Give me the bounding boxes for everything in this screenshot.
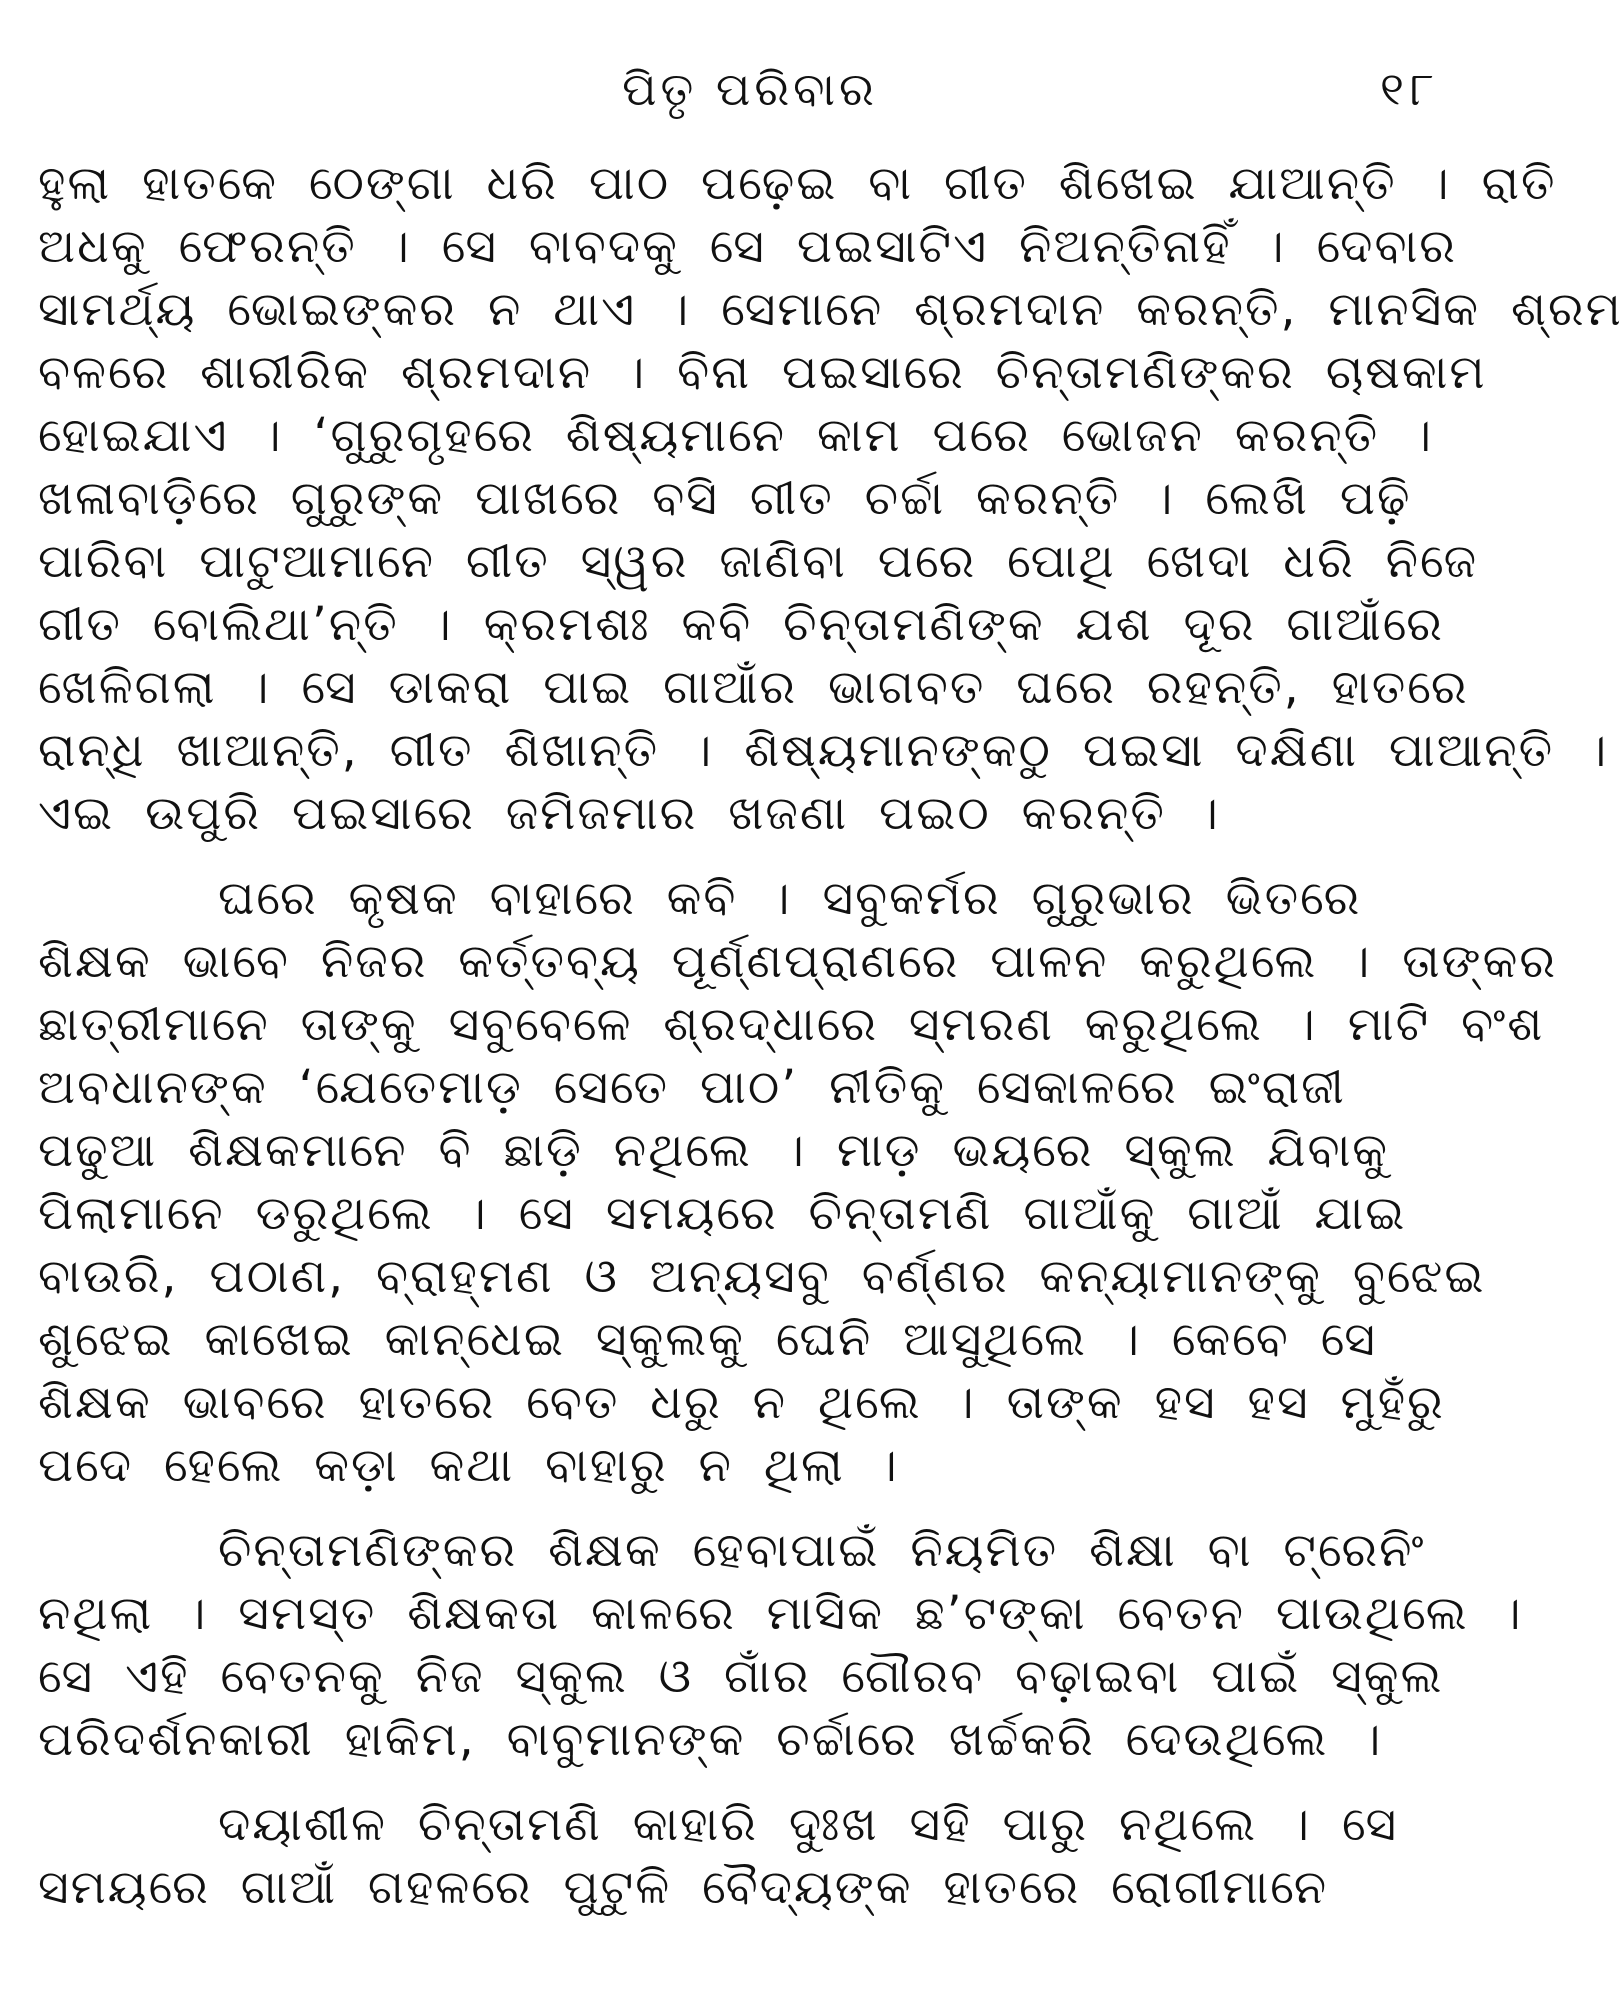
text-line: ବାଉରି, ପଠାଣ, ବ୍ରାହ୍ମଣ ଓ ଅନ୍ୟସବୁ ବର୍ଣ୍ଣର କନ୍ୟାମାନଙ୍କୁ ବୁଝେଇ bbox=[38, 1249, 1486, 1304]
text-line: ହୋଇଯାଏ । ‘ଗୁରୁଗୃହରେ ଶିଷ୍ୟମାନେ କାମ ପରେ ଭୋଜନ କରନ୍ତି । bbox=[38, 408, 1434, 463]
text-line: ଦୟାଶୀଳ ଚିନ୍ତାମଣି କାହାରି ଦୁଃଖ ସହି ପାରୁ ନଥିଲେ । ସେ bbox=[218, 1797, 1399, 1852]
text-line: ଚିନ୍ତାମଣିଙ୍କର ଶିକ୍ଷକ ହେବାପାଇଁ ନିୟମିତ ଶିକ୍ଷା ବା ଟ୍ରେନିଂ bbox=[218, 1523, 1426, 1578]
paragraph-gap bbox=[38, 1497, 1458, 1519]
text-line: ଶୁଝେଇ କାଖେଇ କାନ୍ଧେଇ ସ୍କୁଲକୁ ଘେନି ଆସୁଥିଲେ । କେବେ ସେ bbox=[38, 1312, 1377, 1367]
text-line: ହୁଲା ହାତକେ ଠେଙ୍ଗା ଧରି ପାଠ ପଢ଼େଇ ବା ଗୀତ ଶିଖେଇ ଯାଆନ୍ତି । ରାତି bbox=[38, 156, 1557, 211]
running-title: ପିତୃ ପରିବାର bbox=[622, 62, 878, 116]
text-line: ଖଳାବାଡ଼ିରେ ଗୁରୁଙ୍କ ପାଖରେ ବସି ଗୀତ ଚର୍ଚ୍ଚା କରନ୍ତି । ଲେଖି ପଢ଼ି bbox=[38, 471, 1412, 526]
text-line: ଘରେ କୃଷକ ବାହାରେ କବି । ସବୁକର୍ମର ଗୁରୁଭାର ଭିତରେ bbox=[218, 871, 1362, 926]
paragraph-gap bbox=[38, 845, 1458, 867]
page-number: ୧୮ bbox=[1380, 62, 1440, 116]
text-line: ଏଇ ଉପୁରି ପଇସାରେ ଜମିଜମାର ଖଜଣା ପଇଠ କରନ୍ତି । bbox=[38, 786, 1220, 841]
text-line: ଅଧକୁ ଫେରନ୍ତି । ସେ ବାବଦକୁ ସେ ପଇସାଟିଏ ନିଅନ୍ତିନାହିଁ । ଦେବାର bbox=[38, 219, 1457, 274]
text-line: ରାନ୍ଧି ଖାଆନ୍ତି, ଗୀତ ଶିଖାନ୍ତି । ଶିଷ୍ୟମାନଙ୍କଠୁ ପଇସା ଦକ୍ଷିଣା ପାଆନ୍ତି । bbox=[38, 723, 1609, 778]
text-line: ପିଲାମାନେ ଡରୁଥିଲେ । ସେ ସମୟରେ ଚିନ୍ତାମଣି ଗାଆଁକୁ ଗାଆଁ ଯାଇ bbox=[38, 1186, 1407, 1241]
text-line: ପଦେ ହେଲେ କଡ଼ା କଥା ବାହାରୁ ନ ଥିଲା । bbox=[38, 1438, 899, 1493]
page-header bbox=[40, 54, 1460, 124]
text-line: ପଢୁଆ ଶିକ୍ଷକମାନେ ବି ଛାଡ଼ି ନଥିଲେ । ମାଡ଼ ଭୟରେ ସ୍କୁଲ ଯିବାକୁ bbox=[38, 1123, 1390, 1178]
text-line: ଶିକ୍ଷକ ଭାବରେ ହାତରେ ବେତ ଧରୁ ନ ଥିଲେ । ତାଙ୍କ ହସ ହସ ମୁହଁରୁ bbox=[38, 1375, 1445, 1430]
text-line: ସମୟରେ ଗାଆଁ ଗହଳରେ ପୁଟୁଳି ବୈଦ୍ୟଙ୍କ ହାତରେ ରୋଗୀମାନେ bbox=[38, 1860, 1329, 1915]
text-line: ଛାତ୍ରୀମାନେ ତାଙ୍କୁ ସବୁବେଳେ ଶ୍ରଦ୍ଧାରେ ସ୍ମରଣ କରୁଥିଲେ । ମାଟି ବଂଶ bbox=[38, 997, 1545, 1052]
paragraph-3 bbox=[38, 1519, 1523, 1771]
text-line: ପରିଦର୍ଶନକାରୀ ହାକିମ, ବାବୁମାନଙ୍କ ଚର୍ଚ୍ଚାରେ ଖର୍ଚ୍ଚକରି ଦେଉଥିଲେ । bbox=[38, 1712, 1383, 1767]
paragraph-1 bbox=[38, 152, 1623, 845]
text-line: ଗୀତ ବୋଲିଥା’ନ୍ତି । କ୍ରମଶଃ କବି ଚିନ୍ତାମଣିଙ୍କ ଯଶ ଦୂର ଗାଆଁରେ bbox=[38, 597, 1444, 652]
text-line: ଅବଧାନଙ୍କ ‘ଯେତେମାଡ଼ ସେତେ ପାଠ’ ନୀତିକୁ ସେକାଳରେ ଇଂରାଜୀ bbox=[38, 1060, 1346, 1115]
text-line: ସେ ଏହି ବେତନକୁ ନିଜ ସ୍କୁଲ ଓ ଗାଁର ଗୌରବ ବଢ଼ାଇବା ପାଇଁ ସ୍କୁଲ bbox=[38, 1649, 1444, 1704]
text-line: ଖେଳିଗଲା । ସେ ଡାକରା ପାଇ ଗାଆଁର ଭାଗବତ ଘରେ ରହନ୍ତି, ହାତରେ bbox=[38, 660, 1469, 715]
text-line: ନଥିଲା । ସମସ୍ତ ଶିକ୍ଷକତା କାଳରେ ମାସିକ ଛ’ଟଙ୍କା ବେତନ ପାଉଥିଲେ । bbox=[38, 1586, 1523, 1641]
text-line: ବଳରେ ଶାରୀରିକ ଶ୍ରମଦାନ । ବିନା ପଇସାରେ ଚିନ୍ତାମଣିଙ୍କର ଚାଷକାମ bbox=[38, 345, 1487, 400]
text-line: ସାମର୍ଥ୍ୟ ଭୋଇଙ୍କର ନ ଥାଏ । ସେମାନେ ଶ୍ରମଦାନ କରନ୍ତି, ମାନସିକ ଶ୍ରମ bbox=[38, 282, 1623, 337]
paragraph-4 bbox=[38, 1793, 1458, 1919]
text-line: ପାରିବା ପାଟୁଆମାନେ ଗୀତ ସ୍ୱର ଜାଣିବା ପରେ ପୋଥି ଖେଦା ଧରି ନିଜେ bbox=[38, 534, 1479, 589]
body-text bbox=[38, 152, 1623, 1919]
paragraph-2 bbox=[38, 867, 1557, 1497]
text-line: ଶିକ୍ଷକ ଭାବେ ନିଜର କର୍ତ୍ତବ୍ୟ ପୂର୍ଣ୍ଣପ୍ରାଣରେ ପାଳନ କରୁଥିଲେ । ତାଙ୍କର bbox=[38, 934, 1557, 989]
paragraph-gap bbox=[38, 1771, 1458, 1793]
